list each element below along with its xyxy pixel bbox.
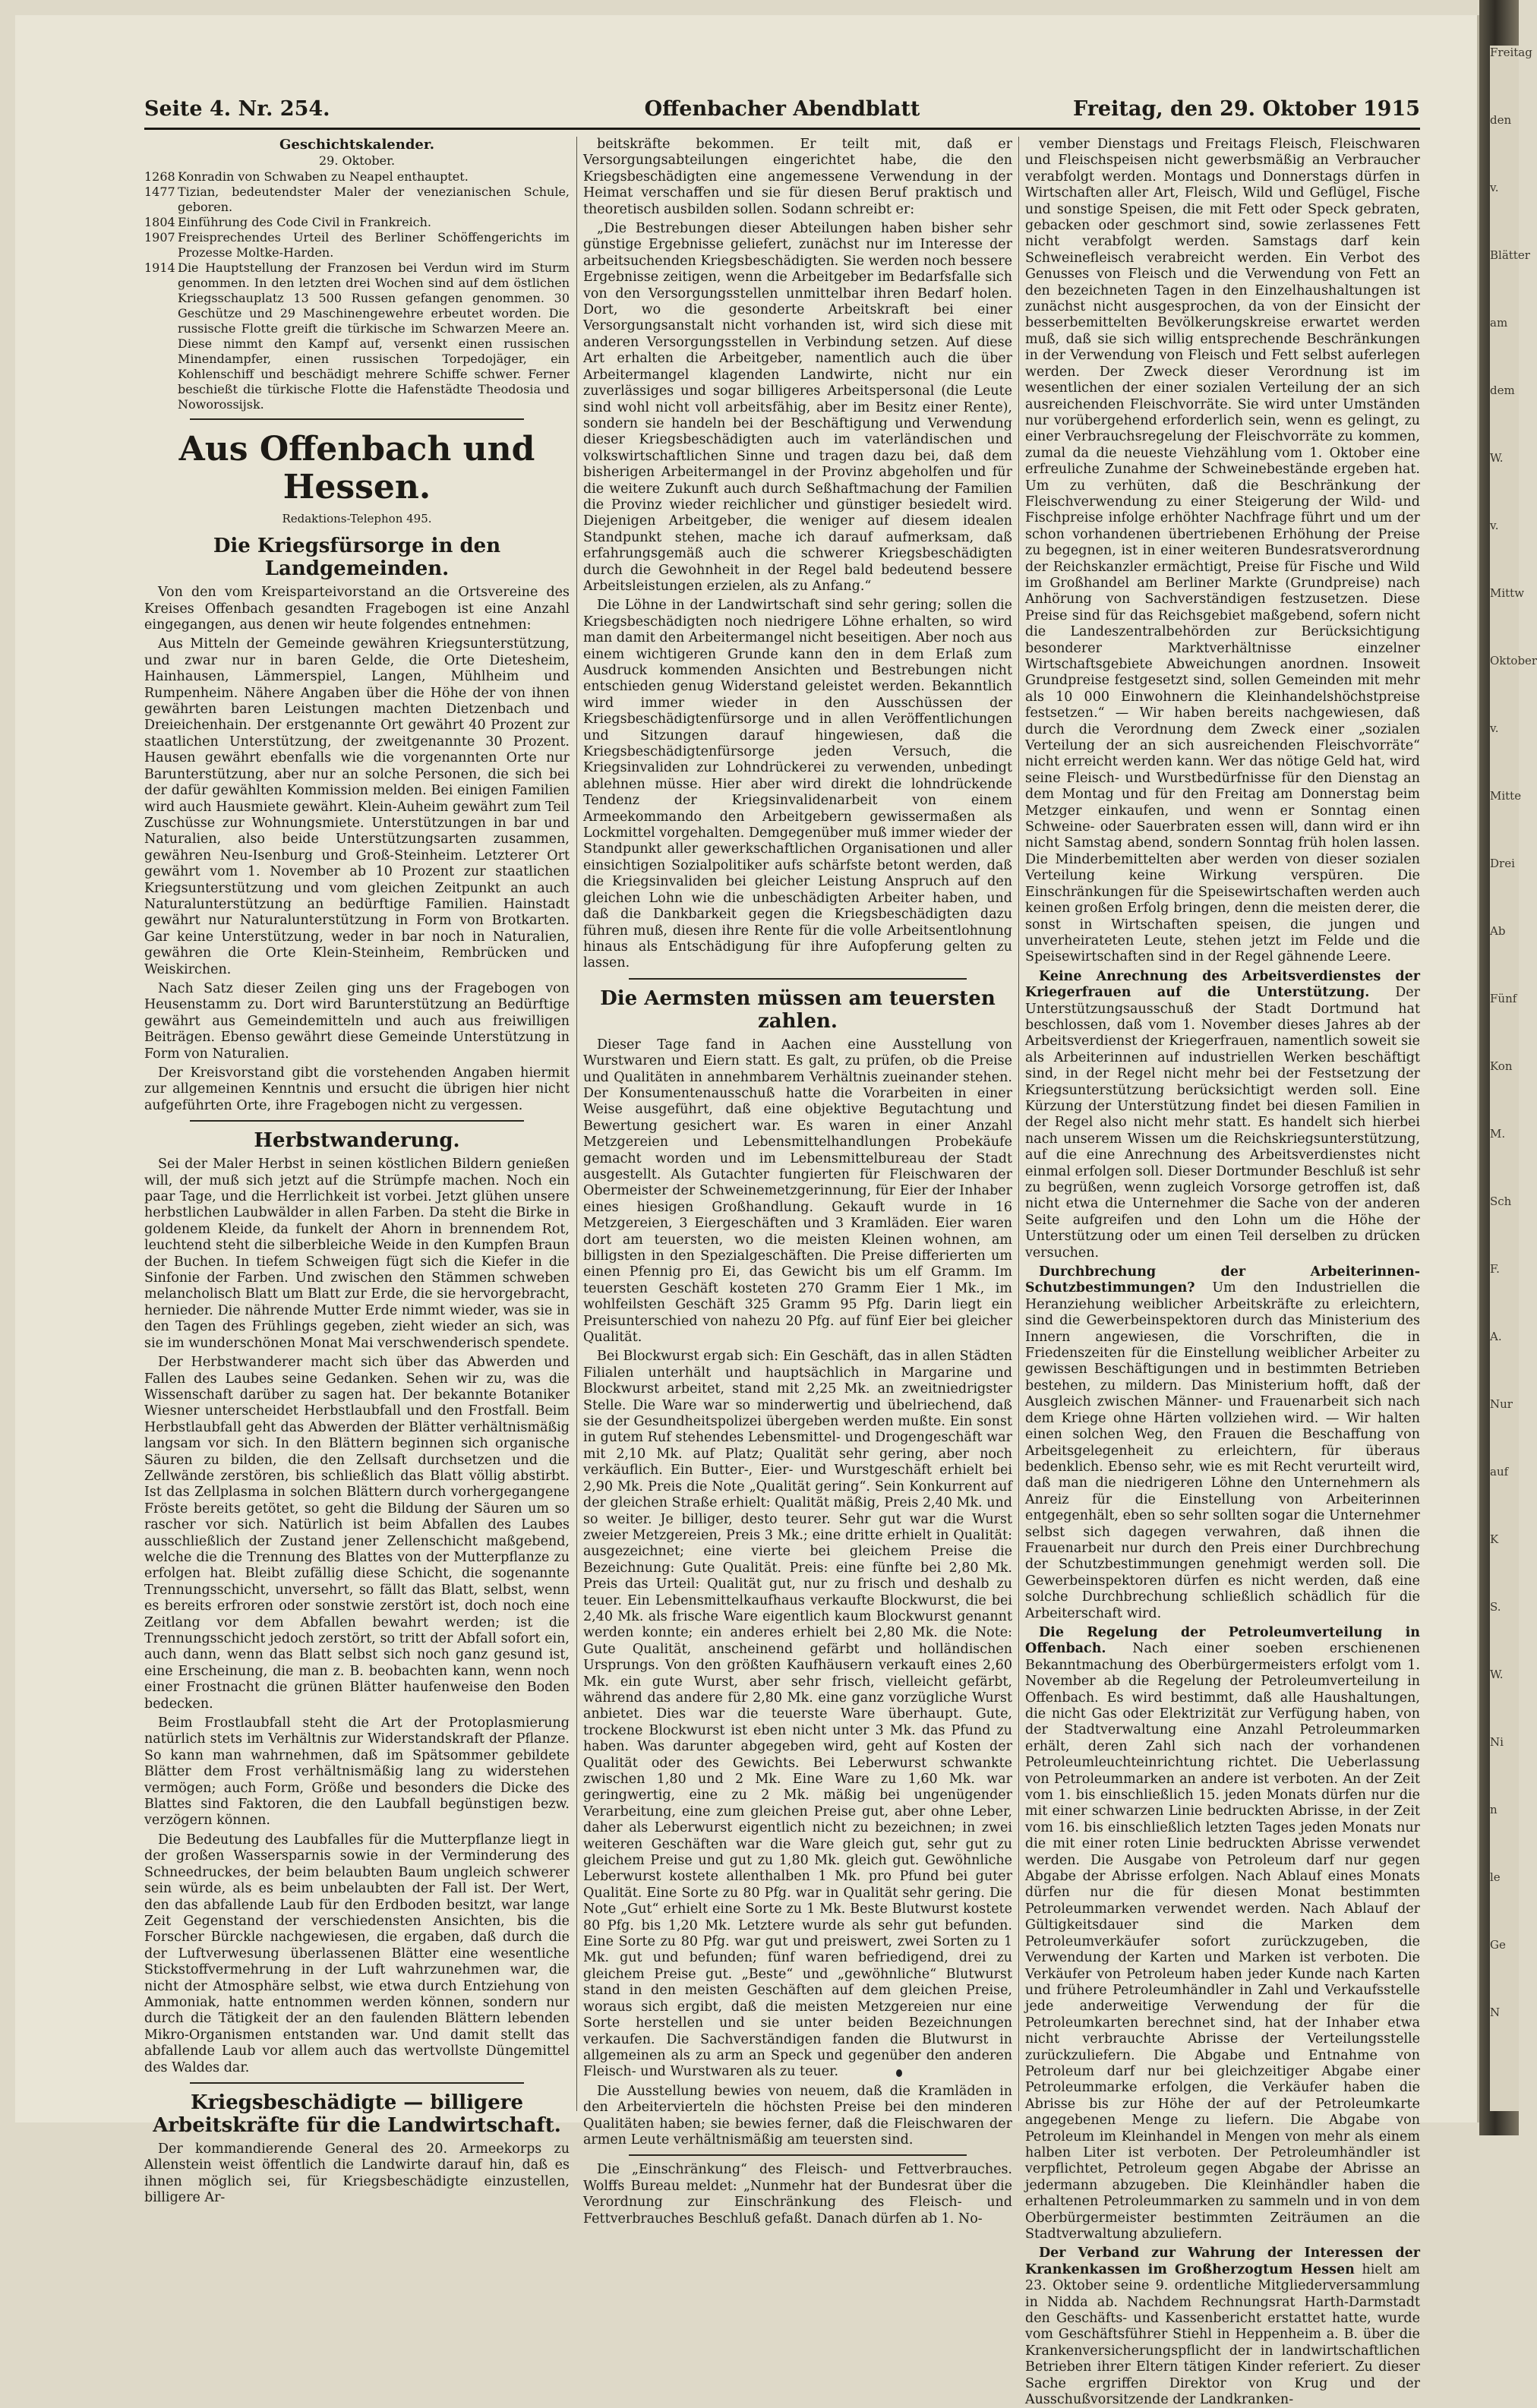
- editorial-phone: Redaktions-Telephon 495.: [282, 511, 432, 525]
- article-paragraph: Nach Satz dieser Zeilen ging uns der Fragebogen von Heusenstamm zu. Dort wird Barunterstützung an Bedürftige gewährt aus Gemeindemitteln und auch aus freiwilligen Beiträgen. Ebenso gewährt diese Gemeinde Unterstützung in Form von Naturalien.: [144, 980, 570, 1062]
- article-title: Kriegsbeschädigte — billigere Arbeitskräfte für die Landwirtschaft.: [153, 2091, 561, 2137]
- paragraph-text: hielt am 23. Oktober seine 9. ordentliche Mitgliederversammlung in Nidda ab. Nachdem Rechnungsrat Harth-Darmstadt den Geschäfts- und Kassenbericht erstattet hatte, wurde vom Geschäftsführer Stiehl in Heppenheim a. B. über die Krankenversicherungspflicht der in landwirtschaftlichen Betrieben ihrer Eltern tätigen Kinder referiert. Zu dieser Sache ergriffen Direktor von Krug und der Ausschußvorsitzende der Landkranken-: [1025, 2261, 1420, 2408]
- calendar-entry: [144, 185, 570, 215]
- article-body: [583, 137, 1012, 972]
- article-paragraph: Der Herbstwanderer macht sich über das Abwerden und Fallen des Laubes seine Gedanken. Sehen wir zu, was die Wissenschaft darüber zu sagen hat. Der bekannte Botaniker Wiesner unterscheidet Herbstlaubfall und den Frostfall. Beim Herbstlaubfall geht das Abwerden der Blätter verhältnismäßig langsam vor sich. In den Blättern beginnen sich organische Säuren zu bilden, die den Zellsaft durchsetzen und die Zellwände zerstören, bis schließlich das Blatt völlig abstirbt. Ist das Zellplasma in solchen Blättern durch vorhergegangene Fröste bereits getötet, so geht die Bildung der Säuren um so rascher vor sich. Natürlich ist beim Abfallen des Laubes ausschließlich der Zustand jener Zellenschicht maßgebend, welche die die Trennung des Blattes von der Mutterpflanze zu erfolgen hat. Bleibt zufällig diese Schicht, die sogenannte Trennungsschicht, unversehrt, so fällt das Blatt, selbst, wenn es bereits erfroren oder sonstwie zerstört ist, doch noch eine Zeitlang vor dem Abfallen bewahrt werden; ist die Trennungsschicht jedoch zerstört, so tritt der Abfall sofort ein, auch dann, wenn das Blatt selbst sich noch ganz gesund ist, eine Erscheinung, die man z. B. beobachten kann, wenn noch einer Frostnacht die grünen Blätter haufenweise den Boden bedecken.: [144, 1355, 570, 1712]
- strip-fragment: Ni: [1490, 1735, 1504, 1749]
- article-paragraph: Die Bedeutung des Laubfalles für die Mutterpflanze liegt in der großen Wassersparnis sowie in der Verminderung des Schneedruckes, der beim belaubten Baum ungleich schwerer sein würde, als es beim unbelaubten der Fall ist. Der Wert, den das abfallende Laub für den Erdboden besitzt, war lange Zeit Gegenstand der verschiedensten Ansichten, bis die Forscher Bürckle nachgewiesen, die ergaben, daß durch die der Luftverwesung überlassenen Blätter eine wesentliche Stickstoffvermehrung in der Luft wahrzunehmen war, die nicht der Atmosphäre selbst, wie etwa durch Entziehung von Ammoniak, hatte entnommen werden können, sondern nur durch die Tätigkeit der an den faulenden Blättern lebenden Mikro-Organismen entstanden war. Und damit stellt das abfallende Laub vor allem auch das wertvollste Düngemittel des Waldes dar.: [144, 1832, 570, 2075]
- strip-fragment: n: [1490, 1803, 1498, 1816]
- calendar-text: Freisprechendes Urteil des Berliner Schöffengerichts im Prozesse Moltke-Harden.: [178, 229, 570, 260]
- article-paragraph: Der kommandierende General des 20. Armeekorps zu Allenstein weist öffentlich die Landwirte darauf hin, daß es ihnen möglich sei, für Kriegsbeschädigte einzustellen, billigere Ar-: [144, 2141, 570, 2206]
- calendar-year: 1914: [144, 260, 175, 275]
- calendar-title: Geschichtskalender.: [279, 137, 434, 153]
- strip-fragment: v.: [1490, 519, 1499, 532]
- column-divider: [576, 137, 577, 2111]
- strip-fragment: M.: [1490, 1127, 1506, 1141]
- strip-fragment: Nur: [1490, 1397, 1513, 1411]
- article-paragraph: [1025, 1264, 1420, 1622]
- strip-fragment: Blätter: [1490, 248, 1530, 262]
- section-title: Aus Offenbach und Hessen.: [178, 429, 535, 507]
- strip-fragment: Oktober: [1490, 654, 1537, 667]
- article-body: [144, 1157, 570, 2076]
- divider: [629, 978, 967, 980]
- article-paragraph: Die Löhne in der Landwirtschaft sind sehr gering; sollen die Kriegsbeschädigten noch niedrigere Löhne erhalten, so wird man damit den Arbeitermangel nicht beseitigen. Aber noch aus einem wichtigeren Grunde kann den in dem Erlaß zum Ausdruck kommenden Ansichten und Bestrebungen nicht entschieden genug Widerstand geleistet werden. Bekanntlich wird immer wieder in den Ausschüssen der Kriegsbeschädigtenfürsorge und in allen Veröffentlichungen und Sitzungen darauf hingewiesen, daß die Kriegsbeschädigtenfürsorge jeden Versuch, die Kriegsinvaliden zur Lohndrückerei zu verwenden, unbedingt ablehnen müsse. Hier aber wird direkt die lohndrückende Tendenz der Kriegsinvalidenarbeit von einem Armeekommando den Arbeitgebern gewissermaßen als Lockmittel vorgehalten. Demgegenüber muß immer wieder der Standpunkt aller gewerkschaftlichen Organisationen und aller einsichtigen Sozialpolitiker aufs schärfste betont werden, daß die Kriegsinvaliden bei gleicher Leistung Anspruch auf den gleichen Lohn wie die unbeschädigten Arbeiter haben, und daß die Dankbarkeit gegen die Kriegsbeschädigten dazu führen muß, diesen ihre Rente für die volle Arbeitsentlohnung hinaus als Entschädigung für ihre Aufopferung gelten zu lassen.: [583, 598, 1012, 971]
- article-paragraph: Von den vom Kreisparteivorstand an die Ortsvereine des Kreises Offenbach gesandten Fragebogen ist eine Anzahl eingegangen, aus denen wir heute folgendes entnehmen:: [144, 585, 570, 633]
- article-paragraph: [1025, 1625, 1420, 2242]
- article-paragraph: Aus Mitteln der Gemeinde gewähren Kriegsunterstützung, und zwar nur in baren Gelde, die Orte Dietesheim, Hainhausen, Lämmerspiel, Langen, Mühlheim und Rumpenheim. Nähere Angaben über die Höhe der von ihnen gewährten baren Leistungen machten Dietzenbach und Dreieichenhain. Der erstgenannte Ort gewährt 40 Prozent zur staatlichen Unterstützung, der zweitgenannte 30 Prozent. Hausen gewährt ebenfalls wie die vorgenannten Orte nur Barunterstützung, aber nur an solche Personen, die sich bei der dafür gewählten Kommission melden. Bei einigen Familien wird auch Hausmiete gewährt. Klein-Auheim gewährt zum Teil Zuschüsse zur Wohnungsmiete. Unterstützungen in bar und Naturalien, also beide Unterstützungsarten zusammen, gewähren Neu-Isenburg und Groß-Steinheim. Letzterer Ort gewährt vom 1. November ab 10 Prozent zur staatlichen Kriegsunterstützung und vom gleichen Zeitpunkt an auch Naturalunterstützung an bedürftige Familien. Hainstadt gewährt nur Naturalunterstützung in Form von Brotkarten. Gar keine Unterstützung, weder in bar noch in Naturalien, gewähren die Orte Klein-Steinheim, Rembrücken und Weiskirchen.: [144, 636, 570, 977]
- calendar-year: 1268: [144, 169, 175, 184]
- article-paragraph: Der Kreisvorstand gibt die vorstehenden Angaben hiermit zur allgemeinen Kenntnis und ersucht die übrigen hier nicht aufgeführten Orte, ihre Fragebogen nicht zu vergessen.: [144, 1065, 570, 1113]
- strip-fragment: Mittw: [1490, 586, 1525, 600]
- calendar-entry: [144, 260, 570, 412]
- article-body: [144, 2141, 570, 2207]
- strip-fragment: auf: [1490, 1465, 1509, 1479]
- newspaper-title: Offenbacher Abendblatt: [644, 97, 920, 121]
- divider: [190, 418, 524, 420]
- calendar-entry: [144, 215, 570, 230]
- strip-fragment: Ge: [1490, 1938, 1506, 1952]
- paragraph-lead: Die Regelung der Petroleumverteilung in Offenbach.: [1025, 1624, 1420, 1657]
- ink-spot: [896, 2069, 902, 2077]
- calendar-year: 1804: [144, 214, 175, 229]
- paragraph-lead: Keine Anrechnung des Arbeitsverdienstes der Kriegerfrauen auf die Unterstützung.: [1025, 968, 1420, 1001]
- paragraph-lead: Durchbrechung der Arbeiterinnen-Schutzbestimmungen?: [1025, 1264, 1420, 1296]
- column-1: [144, 137, 570, 2206]
- divider: [629, 2154, 967, 2156]
- strip-fragment: Fünf: [1490, 992, 1517, 1005]
- strip-fragment: Kon: [1490, 1059, 1513, 1073]
- paragraph-text: Um den Industriellen die Heranziehung weiblicher Arbeitskräfte zu erleichtern, sind die Gewerbeinspektoren durch das Ministerium des Innern angewiesen, die Vorschriften, die in Friedenszeiten für die Einstellung weiblicher Arbeiter zu gewissen Beschäftigungen und in bestimmten Betrieben bestehen, zu mildern. Das Ministerium hofft, daß der Ausgleich zwischen Männer- und Frauenarbeit sich nach dem Kriege ohne Härten vollziehen wird. — Wir halten einen solchen Weg, den Frauen die Beschaffung von Arbeitsgelegenheit zu erleichtern, für überaus bedenklich. Ebenso sehr, wie es mit Recht verurteilt wird, daß man die niedrigeren Löhne den Unternehmern als Anreiz für die Einstellung von Arbeiterinnen entgegenhält, eben so sehr sollten sogar die Unternehmer selbst sich dagegen verwahren, daß ihnen die Frauenarbeit nur durch den Preis einer Durchbrechung der Schutzbestimmungen genehmigt werden soll. Die Gewerbeinspektoren dürfen es nicht werden, daß eine solche Durchbrechung schließlich schädlich für die Arbeiterschaft wird.: [1025, 1280, 1420, 1621]
- strip-fragment: S.: [1490, 1600, 1501, 1614]
- calendar-year: 1907: [144, 229, 175, 245]
- calendar-date: 29. Oktober.: [318, 153, 396, 169]
- article-paragraph: Die Ausstellung bewies von neuem, daß die Kramläden in den Arbeitervierteln die höchsten Preise bei den minderen Qualitäten haben; sie bewies ferner, daß die Fleischwaren der armen Leute verhältnismäßig am teuersten sind.: [583, 2083, 1012, 2148]
- calendar-text: Die Hauptstellung der Franzosen bei Verdun wird im Sturm genommen. In den letzten drei Wochen sind auf dem östlichen Kriegsschauplatz 13 500 Russen gefangen genommen. 30 Geschütze und 29 Maschinengewehre erbeutet worden. Die russische Flotte greift die türkische im Schwarzen Meere an. Diese nimmt den Kampf auf, versenkt einen russischen Minendampfer, einen russischen Torpedojäger, ein Kohlenschiff und beschädigt mehrere Schiffe schwer. Ferner beschießt die türkische Flotte die Hafenstädte Theodosia und Noworossijsk.: [178, 260, 570, 412]
- page-header: [144, 97, 1420, 128]
- divider: [190, 2082, 524, 2084]
- article-paragraph: vember Dienstags und Freitags Fleisch, Fleischwaren und Fleischspeisen nicht gewerbsmäßig an Verbraucher verabfolgt werden. Montags und Donnerstags dürfen in Wirtschaften aller Art, Fleisch, Wild und Geflügel, Fische und sonstige Speisen, die mit Fett oder Speck gebraten, gebacken oder geschmort sind, sowie zerlassenes Fett nicht verabfolgt werden. Samstags darf kein Schweinefleisch verabreicht werden. Ein Verbot des Genusses von Fleisch und die Verwendung von Fett an den bezeichneten Tagen in den Einzelhaushaltungen ist zunächst nicht ausgesprochen, da von der Einsicht der besserbemittelten Bevölkerungskreise erwartet werden muß, daß sie sich willig entsprechende Beschränkungen in der Verwendung von Fleisch und Fett selbst auferlegen werden. Der Zweck dieser Verordnung ist im wesentlichen der einer sozialen Verteilung der an sich ausreichenden Fleischvorräte. Sie wird unter Umständen nur vorübergehend erforderlich sein, wenn es gelingt, zu einer Verbrauchsregelung der Fleischvorräte zu kommen, zumal da die neueste Viehzählung vom 1. Oktober eine erfreuliche Zunahme der Schweinebestände ergeben hat. Um zu verhüten, daß die Beschränkung der Fleischverwendung zu einer Steigerung der Wild- und Fischpreise infolge erhöhter Nachfrage führt und um der schon vorhandenen übertriebenen Erhöhung der Preise zu begegnen, ist in einer weiteren Bundesratsverordnung der Reichskanzler ermächtigt, Preise für Fische und Wild im Großhandel am Berliner Markte (Grundpreise) nach Anhörung von Sachverständigen festzusetzen. Diese Preise sind für das Reichsgebiet maßgebend, sofern nicht die Landeszentralbehörden zur Berücksichtigung besonderer Marktverhältnisse einzelner Wirtschaftsgebiete Abweichungen anordnen. Insoweit Grundpreise festgesetzt sind, sollen Gemeinden mit mehr als 10 000 Einwohnern die Kleinhandelshöchstpreise festsetzen.“ — Wir haben bereits nachgewiesen, daß durch die Verordnung dem Zweck einer „sozialen Verteilung der an sich ausreichenden Fleischvorräte“ nicht erreicht werden kann. Wer das nötige Geld hat, wird seine Fleisch- und Wurstbedürfnisse für den Dienstag an dem Montag und für den Freitag am Donnerstag beim Metzger einkaufen, und wenn er Sonntag einen Schweine- oder Sauerbraten essen will, dann wird er ihn nicht Samstag abend, sondern Sonntag früh holen lassen. Die Minderbemittelten aber werden von dieser sozialen Verteilung keine Wirkung verspüren. Die Einschränkungen für die Speisewirtschaften werden auch keinen großen Erfolg bringen, denn die meisten derer, die sonst in Wirtschaften speisen, die jungen und unverheirateten Leute, stehen jetzt im Felde und die Speisewirtschaften sind in der Regel gähnende Leere.: [1025, 137, 1420, 965]
- strip-fragment: v.: [1490, 181, 1499, 194]
- strip-fragment: N: [1490, 2006, 1501, 2019]
- strip-fragment: W.: [1490, 451, 1504, 465]
- calendar-text: Einführung des Code Civil in Frankreich.: [178, 214, 431, 229]
- article-title: Die Aermsten müssen am teuersten zahlen.: [600, 986, 996, 1033]
- strip-fragment: v.: [1490, 721, 1499, 735]
- header-rule: [144, 128, 1420, 130]
- article-paragraph: Dieser Tage fand in Aachen eine Ausstellung von Wurstwaren und Eiern statt. Es galt, zu prüfen, ob die Preise und Qualitäten in annehmbarem Verhältnis zueinander stehen. Der Konsumentenausschuß hatte die Vorarbeiten in einer Weise ausgeführt, daß eine objektive Begutachtung und Bewertung gesichert war. Es waren in einer Anzahl Metzgereien und Lebensmittelhandlungen Probekäufe gemacht worden und im Lebensmittelbureau der Stadt ausgestellt. Als Gutachter fungierten für Fleischwaren der Obermeister der Schweinemetzgerinnung, für Eier der Inhaber eines hiesigen Großhandlung. Gekauft wurde in 16 Metzgereien, 3 Eiergeschäften und 3 Kramläden. Eier waren dort am teuersten, wo die meisten Kleinen wohnen, am billigsten in den Spezialgeschäften. Die Preise differierten um einen Pfennig pro Ei, das Gewicht bis um elf Gramm. Im teuersten Geschäft kosteten 270 Gramm Eier 1 Mk., im wohlfeilsten Geschäft 325 Gramm 95 Pfg. Darin liegt ein Preisunterschied von nahezu 20 Pfg. auf fünf Eier bei gleicher Qualität.: [583, 1037, 1012, 1346]
- calendar-entry: [144, 169, 570, 185]
- paragraph-lead: Der Verband zur Wahrung der Interessen der Krankenkassen im Großherzogtum Hessen: [1025, 2245, 1420, 2277]
- column-3: [1025, 137, 1420, 2408]
- strip-fragment: W.: [1490, 1668, 1504, 1681]
- divider: [190, 1120, 524, 1122]
- strip-fragment: Drei: [1490, 857, 1515, 870]
- column-divider: [1018, 137, 1019, 2111]
- calendar-list: [144, 169, 570, 412]
- article-paragraph: Die „Einschränkung“ des Fleisch- und Fettverbrauches. Wolffs Bureau meldet: „Nunmehr hat der Bundesrat über die Verordnung zur Einschränkung des Fleisch- und Fettverbrauches Beschluß gefaßt. Danach dürfen ab 1. No-: [583, 2162, 1012, 2227]
- adjacent-page-strip: [1490, 46, 1537, 2111]
- article-paragraph: „Die Bestrebungen dieser Abteilungen haben bisher sehr günstige Ergebnisse geliefert, zunächst nur im Interesse der arbeitsuchenden Kriegsbeschädigten. Sie werden noch bessere Ergebnisse zeitigen, wenn die Arbeitgeber im Bedarfsfalle sich von den Versorgungsstellen unmittelbar ihren Bedarf holen. Dort, wo die gesonderte Arbeitskraft bei einer Versorgungsanstalt nicht vorhanden ist, wird sich diese mit anderen Versorgungsstellen in Verbindung setzen. Auf diese Art erhalten die Arbeitgeber, namentlich auch die über Arbeitermangel klagenden Landwirte, nicht nur ein zuverlässiges und sogar billigeres Arbeitspersonal (die Leute sind wohl nicht voll arbeitsfähig, aber im Besitz einer Rente), sondern sie handeln bei der Beschäftigung und Verwendung dieser Kriegsbeschädigten auch im vaterländischen und volkswirtschaftlichen Sinne und tragen dazu bei, daß dem bisherigen Arbeitermangel in der Provinz abgeholfen und für die weitere Zukunft auch durch Seßhaftmachung der Familien die Provinz wieder reichlicher und günstiger besiedelt wird. Diejenigen Arbeitgeber, die weniger auf diesem idealen Standpunkt stehen, mache ich darauf aufmerksam, daß erfahrungsgemäß auch die schwerer Kriegsbeschädigten durch die Gewohnheit in der Regel bald bedeutend bessere Arbeitsleistungen erzielen, als zu Anfang.“: [583, 221, 1012, 594]
- strip-fragment: K: [1490, 1532, 1499, 1546]
- strip-fragment: Ab: [1490, 924, 1506, 938]
- strip-fragment: le: [1490, 1870, 1501, 1884]
- calendar-entry: [144, 230, 570, 260]
- strip-fragment: dem: [1490, 383, 1515, 397]
- strip-fragment: Sch: [1490, 1195, 1512, 1208]
- strip-fragment: Mitte: [1490, 789, 1522, 803]
- article-title: Herbstwanderung.: [254, 1129, 460, 1153]
- article-paragraph: [1025, 2245, 1420, 2408]
- paragraph-text: Der Unterstützungsausschuß der Stadt Dortmund hat beschlossen, daß vom 1. November dieses Jahres ab der Arbeitsverdienst der Kriegerfrauen, namentlich soweit sie als Arbeiterinnen auf industriellen Werken beschäftigt sind, in der Regel nicht mehr bei der Festsetzung der Kriegsunterstützung berücksichtigt werden soll. Eine Kürzung der Unterstützung findet bei diesen Familien in der Regel also nicht mehr statt. Es handelt sich hierbei nach unserem Wissen um die Reichskriegsunterstützung, auf die eine Anrechnung des Arbeitsverdienstes nicht einmal erfolgen soll. Dieser Dortmunder Beschluß ist sehr zu begrüßen, wenn zugleich Vorsorge getroffen ist, daß nicht etwa die Unternehmer die Sache von der anderen Seite aufgreifen und den Lohn um die Höhe der Unterstützung oder um einen Teil derselben zu drücken versuchen.: [1025, 985, 1420, 1261]
- article-body: [583, 1037, 1012, 2149]
- article-paragraph: Bei Blockwurst ergab sich: Ein Geschäft, das in allen Städten Filialen unterhält und hauptsächlich in Margarine und Blockwurst arbeitet, stand mit 2,25 Mk. an zweitniedrigster Stelle. Die Ware war so minderwertig und übelriechend, daß sie der Gesundheitspolizei übergeben werden mußte. Ein sonst in gutem Ruf stehendes Lebensmittel- und Drogengeschäft war mit 2,10 Mk. auf Platz; Qualität sehr gering, aber noch verkäuflich. Ein Butter-, Eier- und Wurstgeschäft erhielt bei 2,90 Mk. Preis die Note „Qualität gering“. Sein Konkurrent auf der gleichen Straße erhielt: Qualität mäßig, Preis 2,40 Mk. und so weiter. Je billiger, desto teurer. Sehr gut war die Wurst zweier Metzgereien, Preis 3 Mk.; eine dritte erhielt in Qualität: ausgezeichnet; eine vierte bei gleichem Preise die Bezeichnung: Gute Qualität. Preis: eine fünfte bei 2,80 Mk. Preis das Urteil: Qualität gut, nur zu frisch und deshalb zu teuer. Ein Lebensmittelkaufhaus verkaufte Blockwurst, die bei 2,40 Mk. als frische Ware eigentlich kaum Blockwurst genannt werden konnte; ein anderes erhielt bei 2,80 Mk. die Note: Gute Qualität, anscheinend gefärbt und holländischen Ursprungs. Von den größten Kaufhäusern verkauft eines 2,60 Mk. ein gute Wurst, aber sehr frisch, vielleicht gefärbt, während das andere für 2,80 Mk. eine ganz vorzügliche Wurst anbietet. Dies war die teuerste Ware überhaupt. Gute, trockene Blockwurst ist eben nicht unter 3 Mk. das Pfund zu haben. Was darunter abgegeben wird, geht auf Kosten der Qualität oder des Gewichts. Bei Leberwurst schwankte zwischen 1,80 und 2 Mk. Eine Ware zu 1,60 Mk. war geringwertig, eine zu 2 Mk. mäßig bei ungenügender Verarbeitung, eine zum gleichen Preise gut, aber ohne Leber, daher als Leberwurst eigentlich nicht zu bezeichnen; in zwei weiteren Geschäften war die Ware gleich gut, sehr gut zu gleichem Preise und gut zu 1,80 Mk. gleich gut. Gewöhnliche Leberwurst kostete allenthalben 1 Mk. pro Pfund bei guter Qualität. Eine Sorte zu 80 Pfg. war in Qualität sehr gering. Die Note „Gut“ erhielt eine Sorte zu 1 Mk. Beste Blutwurst kostete 80 Pfg. bis 1,20 Mk. Letztere wurde als sehr gut befunden. Eine Sorte zu 80 Pfg. war gut und preiswert, zwei Sorten zu 1 Mk. gut und befunden; fünf waren befriedigend, drei zu gleichem Preise gut. „Beste“ und „gewöhnliche“ Blutwurst stand in den meisten Geschäften auf dem gleichen Preise, woraus sich ergibt, daß die meisten Metzgereien nur eine Sorte herstellen und sie unter beiden Bezeichnungen verkaufen. Die Sachverständigen fanden die Blutwurst in allgemeinen als zu arm an Speck und gegenüber den anderen Fleisch- und Wurstwaren als zu teuer.: [583, 1349, 1012, 2080]
- calendar-text: Konradin von Schwaben zu Neapel enthauptet.: [178, 169, 469, 184]
- issue-date: Freitag, den 29. Oktober 1915: [1073, 97, 1420, 121]
- strip-fragment: Freitag: [1490, 46, 1532, 59]
- article-body: [144, 585, 570, 1114]
- strip-fragment: F.: [1490, 1262, 1500, 1276]
- article-paragraph: [1025, 969, 1420, 1261]
- article-body: [1025, 137, 1420, 966]
- strip-fragment: den: [1490, 113, 1512, 127]
- article-paragraph: Sei der Maler Herbst in seinen köstlichen Bildern genießen will, der muß sich jetzt auf die Strümpfe machen. Noch ein paar Tage, und die Herrlichkeit ist vorbei. Jetzt glühen unsere herbstlichen Laubwälder in allen Farben. Da steht die Birke in goldenem Kleide, da funkelt der Ahorn in brennendem Rot, leuchtend steht die silberbleiche Weide in den Kumpfen Braun der Buchen. In tiefem Schweigen fügt sich die Kiefer in die Sinfonie der Farben. Und zwischen den Stämmen schweben melancholisch Blatt um Blatt zur Erde, die sie hervorgebracht, hernieder. Die nährende Mutter Erde nimmt wieder, was sie in den Tagen des Frühlings gegeben, zieht wieder an sich, was sie im wunderschönen Monat Mai verschwenderisch spendete.: [144, 1157, 570, 1351]
- article-title: Die Kriegsfürsorge in den Landgemeinden.: [213, 535, 501, 581]
- article-paragraph: Beim Frostlaubfall steht die Art der Protoplasmierung natürlich stets im Verhältnis zur Widerstandskraft der Pflanze. So kann man wahrnehmen, daß im Spätsommer gebildete Blätter dem Frost verhältnismäßig lang zu widerstehen vermögen; auch Form, Größe und besonders die Dicke des Blattes sind Faktoren, die den Laubfall begünstigen bezw. verzögern können.: [144, 1715, 570, 1829]
- article-paragraph: beitskräfte bekommen. Er teilt mit, daß er Versorgungsabteilungen eingerichtet habe, die den Kriegsbeschädigten eine angemessene Verwendung in der Heimat verschaffen und sie für diesen Beruf praktisch und theoretisch ausbilden sollen. Sodann schreibt er:: [583, 137, 1012, 217]
- column-2: [583, 137, 1012, 2227]
- paragraph-text: Nach einer soeben erschienenen Bekanntmachung des Oberbürgermeisters erfolgt vom 1. November ab die Regelung der Petroleumverteilung in Offenbach. Es wird bestimmt, daß alle Haushaltungen, die nicht Gas oder Elektrizität zur Verfügung haben, von der Stadtverwaltung eine Anzahl Petroleummarken erhält, deren Zahl sich nach der vorhandenen Petroleumleuchteinrichtung richtet. Die Ueberlassung von Petroleummarken an andere ist verboten. An der Zeit vom 1. bis einschließlich 15. jeden Monats dürfen nur die mit einer schwarzen Linie bedruckten Abrisse, in der Zeit vom 16. bis einschließlich letzten Tages jeden Monats nur die mit einer roten Linie bedruckten Abrisse verwendet werden. Die Ausgabe von Petroleum darf nur gegen Abgabe der Abrisse erfolgen. Nach Ablauf eines Monats dürfen nur die für diesen Monat bestimmten Petroleummarken verwendet werden. Nach Ablauf der Gültigkeitsdauer sind die Marken dem Petroleumverkäufer sofort zurückzugeben, die Verwendung der Karten und Marken ist verboten. Die Verkäufer von Petroleum haben jeder Kunde nach Karten und frühere Petroleumhändler in Zahl und Verkaufsstelle jede anderweitige Verwendung der für die Petroleumkarten berechnet sind, hat der Inhaber etwa nicht verbrauchte Abrisse der Verteilungsstelle zurückzuliefern. Die Abgabe und Entnahme von Petroleum darf nur bei gleichzeitiger Abgabe einer Petroleummarke erfolgen, die Verkäufer haben die Abrisse bis zur Höhe der auf der Petroleumkarte angegebenen Menge zu liefern. Die Abgabe von Petroleum im Kleinhandel in Mengen von mehr als einem halben Liter ist verboten. Der Petroleumhändler ist verpflichtet, Petroleum gegen Abgabe der Abrisse an jedermann abzugeben. Die Kleinhändler haben die erhaltenen Petroleummarken zu sammeln und in von dem Oberbürgermeister bestimmten Zeiträumen an die Stadtverwaltung abzuliefern.: [1025, 1641, 1420, 2242]
- page-number: Seite 4. Nr. 254.: [144, 97, 330, 121]
- strip-fragment: A.: [1490, 1330, 1502, 1343]
- calendar-text: Tizian, bedeutendster Maler der venezianischen Schule, geboren.: [178, 184, 570, 214]
- strip-fragment: am: [1490, 316, 1508, 330]
- calendar-year: 1477: [144, 184, 175, 199]
